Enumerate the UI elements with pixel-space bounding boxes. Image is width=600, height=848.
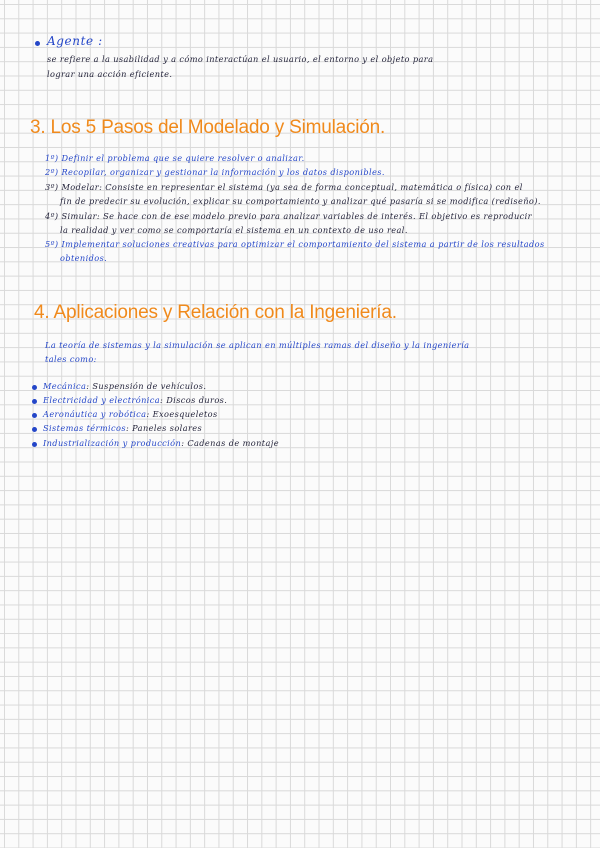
step-line-5b: obtenidos. xyxy=(60,253,108,263)
list-bullet xyxy=(32,442,37,447)
list-bullet xyxy=(32,399,37,404)
list-item xyxy=(32,423,202,433)
list-item xyxy=(32,409,218,419)
step-line-3: 3º) Modelar: Consiste en representar el sistema (ya sea de forma conceptual, matemática o física) con el xyxy=(45,182,523,192)
step-line-2: 2º) Recopilar, organizar y gestionar la información y los datos disponibles. xyxy=(45,167,385,177)
list-item xyxy=(32,438,279,448)
step-line-4b: la realidad y ver como se comportaría el sistema en un contexto de uso real. xyxy=(60,225,408,235)
list-item-label: Aeronáutica y robótica xyxy=(43,409,147,419)
step-line-3b: fin de predecir su evolución, explicar su comportamiento y analizar qué pasaría si se modifica (rediseño). xyxy=(60,196,541,206)
list-item-text: : Exoesqueletos xyxy=(146,409,218,419)
step-line-5: 5º) Implementar soluciones creativas para optimizar el comportamiento del sistema a partir de los resultados xyxy=(45,239,545,249)
agent-definition-line-1: se refiere a la usabilidad y a cómo interactúan el usuario, el entorno y el objeto para xyxy=(47,54,434,64)
list-item-text: : Suspensión de vehículos. xyxy=(86,381,207,391)
step-line-4: 4º) Simular: Se hace con de ese modelo previo para analizar variables de interés. El objetivo es reproducir xyxy=(45,211,532,221)
list-bullet xyxy=(32,385,37,390)
list-item-text: : Cadenas de montaje xyxy=(181,438,279,448)
list-item-label: Mecánica xyxy=(43,381,87,391)
agent-title: Agente : xyxy=(47,34,103,48)
section-4-intro-line-1: La teoría de sistemas y la simulación se aplican en múltiples ramas del diseño y la ingeniería xyxy=(45,340,470,350)
list-item-text: : Paneles solares xyxy=(125,423,203,433)
list-item-label: Electricidad y electrónica xyxy=(43,395,161,405)
list-bullet xyxy=(32,413,37,418)
list-item xyxy=(32,381,206,391)
list-item-label: Sistemas térmicos xyxy=(43,423,126,433)
step-line-1: 1º) Definir el problema que se quiere resolver o analizar. xyxy=(45,153,305,163)
section-4-intro-line-2: tales como: xyxy=(45,354,97,364)
section-3-heading: 3. Los 5 Pasos del Modelado y Simulación. xyxy=(30,117,386,138)
section-4-heading: 4. Aplicaciones y Relación con la Ingeniería. xyxy=(34,302,397,323)
list-bullet xyxy=(32,427,37,432)
agent-bullet xyxy=(35,41,40,46)
list-item xyxy=(32,395,227,405)
agent-definition-line-2: lograr una acción eficiente. xyxy=(47,69,173,79)
list-item-label: Industrialización y producción xyxy=(43,438,182,448)
list-item-text: : Discos duros. xyxy=(160,395,228,405)
